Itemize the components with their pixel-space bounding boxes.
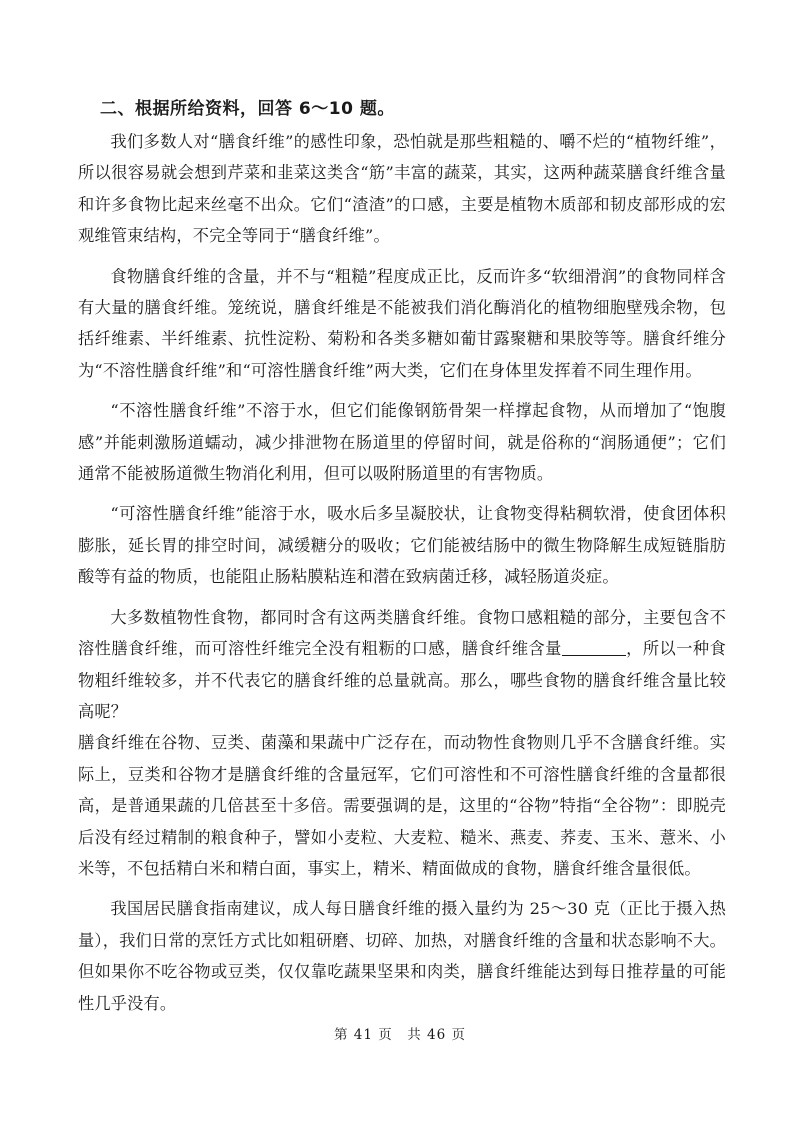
section-title: 二、根据所给资料，回答 6～10 题。 <box>100 99 395 119</box>
page-footer: 第 41 页 共 46 页 <box>333 1027 467 1043</box>
document-body <box>78 92 726 1028</box>
paragraph-6: 膳食纤维在谷物、豆类、菌藻和果蔬中广泛存在，而动物性食物则几乎不含膳食纤维。实际上，豆类和谷物才是膳食纤维的含量冠军，它们可溶性和不可溶性膳食纤维的含量都很高，是普通果蔬的几倍甚至十多倍。需要强调的是，这里的“谷物”特指“全谷物”：即脱壳后没有经过精制的粮食种子，譬如小麦粒、大麦粒、糙米、燕麦、荞麦、玉米、薏米、小米等，不包括精白米和精白面，事实上，精米、精面做成的食物，膳食纤维含量很低。 <box>78 733 726 878</box>
paragraph-2: 食物膳食纤维的含量，并不与“粗糙”程度成正比，反而许多“软细滑润”的食物同样含有大量的膳食纤维。笼统说，膳食纤维是不能被我们消化酶消化的植物细胞壁残余物，包括纤维素、半纤维素、抗性淀粉、菊粉和各类多糖如葡甘露聚糖和果胶等等。膳食纤维分为“不溶性膳食纤维”和“可溶性膳食纤维”两大类，它们在身体里发挥着不同生理作用。 <box>78 266 726 380</box>
paragraph-5-text-after-blank: ，所以一种食物粗纤维较多，并不代表它的膳食纤维的总量就高。那么，哪些食物的膳食纤维含量比较高呢？ <box>78 639 726 721</box>
fill-in-blank <box>562 639 626 656</box>
paragraph-4: “可溶性膳食纤维”能溶于水，吸水后多呈凝胶状，让食物变得粘稠软滑，使食团体积膨胀，延长胃的排空时间，减缓糖分的吸收；它们能被结肠中的微生物降解生成短链脂肪酸等有益的物质，也能阻止肠粘膜粘连和潜在致病菌迁移，减轻肠道炎症。 <box>78 504 726 587</box>
paragraph-1: 我们多数人对“膳食纤维”的感性印象，恐怕就是那些粗糙的、嚼不烂的“植物纤维”，所以很容易就会想到芹菜和韭菜这类含“筋”丰富的蔬菜，其实，这两种蔬菜膳食纤维含量和许多食物比起来丝毫不出众。它们“渣渣”的口感，主要是植物木质部和韧皮部形成的宏观维管束结构，不完全等同于“膳食纤维”。 <box>78 132 726 246</box>
paragraph-3: “不溶性膳食纤维”不溶于水，但它们能像钢筋骨架一样撑起食物，从而增加了“饱腹感”并能刺激肠道蠕动，减少排泄物在肠道里的停留时间，就是俗称的“润肠通便”；它们通常不能被肠道微生物消化利用，但可以吸附肠道里的有害物质。 <box>78 401 726 484</box>
paragraph-5-text-before-blank: 大多数植物性食物，都同时含有这两类膳食纤维。食物口感粗糙的部分，主要包含不溶性膳食纤维，而可溶性纤维完全没有粗粝的口感，膳食纤维含量 <box>78 607 726 659</box>
paragraph-5 <box>78 602 726 728</box>
paragraph-7: 我国居民膳食指南建议，成人每日膳食纤维的摄入量约为 25～30 克（正比于摄入热量），我们日常的烹饪方式比如粗研磨、切碎、加热，对膳食纤维的含量和状态影响不大。但如果你不吃谷物或豆类，仅仅靠吃蔬果坚果和肉类，膳食纤维能达到每日推荐量的可能性几乎没有。 <box>78 899 726 1013</box>
